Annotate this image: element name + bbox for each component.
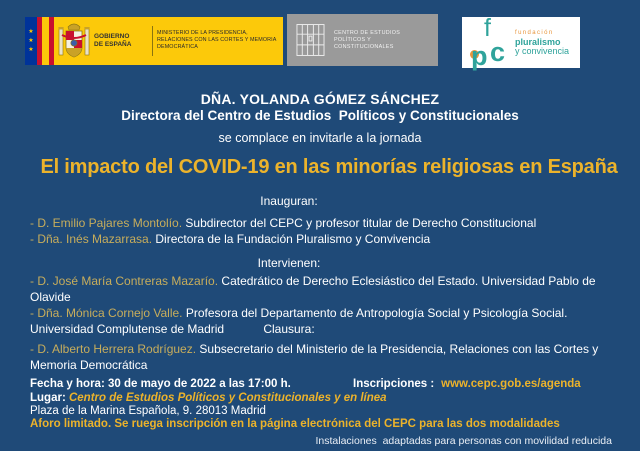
logo-divider [152, 26, 153, 56]
pfc-word-fundacion: fundación [515, 30, 554, 36]
host-name: DÑA. YOLANDA GÓMEZ SÁNCHEZ [200, 91, 440, 107]
pfc-letter-f: f [484, 13, 491, 42]
section-label-intervienen: Intervienen: [257, 256, 321, 270]
venue-row [30, 392, 387, 404]
section-label-clausura: Clausura: [263, 322, 315, 336]
section-label-inauguran: Inauguran: [260, 194, 318, 208]
invitation-phrase: se complace en invitarle a la jornada [218, 131, 422, 145]
star-icon: ★ [28, 47, 34, 53]
government-logo [25, 17, 283, 65]
pfc-monogram-icon [469, 13, 511, 71]
pfc-wordmark [515, 29, 569, 56]
speaker-line [30, 273, 615, 305]
government-line1: GOBIERNO [94, 33, 130, 40]
government-wordmark [94, 17, 150, 65]
star-icon: ★ [28, 29, 34, 35]
venue-value: Centro de Estudios Políticos y Constitucionales y en línea [65, 392, 387, 404]
event-title: El impacto del COVID-19 en las minorías religiosas en España [40, 156, 618, 178]
date-row [30, 378, 291, 390]
speaker-name: - D. Alberto Herrera Rodríguez. [30, 342, 197, 356]
speaker-name: - Dña. Mónica Cornejo Valle. [30, 306, 183, 320]
speaker-name: - D. Emilio Pajares Montolío. [30, 216, 183, 230]
registration-label: Inscripciones : [353, 378, 435, 390]
cepc-logo [287, 14, 438, 66]
accessibility-notice: Instalaciones adaptadas para personas con movilidad reducida [315, 435, 612, 447]
venue-address: Plaza de la Marina Española, 9. 28013 Madrid [30, 405, 266, 417]
date-label: Fecha y hora: [30, 378, 105, 390]
date-value: 30 de mayo de 2022 a las 17:00 h. [104, 378, 291, 390]
speaker-list-inauguran [30, 215, 615, 247]
star-icon: ★ [28, 38, 34, 44]
host-role: Directora del Centro de Estudios Políticos y Constitucionales [121, 108, 519, 123]
speaker-name: - Dña. Inés Mazarrasa. [30, 232, 153, 246]
cepc-line1: CENTRO DE ESTUDIOS [333, 29, 401, 36]
pfc-letter-c: c [490, 36, 506, 67]
eu-flag-strip [25, 17, 37, 65]
speaker-description: Directora de la Fundación Pluralismo y Convivencia [152, 232, 431, 246]
venue-label: Lugar: [30, 392, 66, 404]
speaker-list-clausura [30, 341, 615, 373]
government-line2: DE ESPAÑA [94, 41, 132, 48]
speaker-description: Subsecretario del Ministerio de la Presidencia, Relaciones con las Cortes y Memoria Democrática [30, 342, 599, 372]
cepc-line2: POLÍTICOS Y CONSTITUCIONALES [333, 36, 394, 50]
speaker-description: Subdirector del CEPC y profesor titular de Derecho Constitucional [182, 216, 537, 230]
registration-row [353, 378, 581, 390]
pfc-letter-p: p [471, 40, 488, 71]
pfc-word-convivencia: y convivencia [515, 46, 570, 56]
cepc-wordmark [334, 30, 429, 51]
pfc-logo [462, 13, 580, 71]
speaker-description: Profesora del Departamento de Antropología Social y Psicología Social. Universidad Complutense de Madrid [30, 306, 568, 336]
capacity-notice: Aforo limitado. Se ruega inscripción en la página electrónica del CEPC para las dos modalidades [30, 418, 560, 430]
pfc-word-pluralismo: pluralismo [515, 37, 561, 47]
speaker-description: Catedrático de Derecho Eclesiástico del Estado. Universidad Pablo de Olavide [30, 274, 596, 304]
registration-link[interactable]: www.cepc.gob.es/agenda [441, 378, 581, 390]
coat-of-arms-icon [54, 17, 94, 65]
speaker-line [30, 231, 615, 247]
spain-flag-stripes [37, 17, 54, 65]
speaker-line [30, 341, 615, 373]
speaker-name: - D. José María Contreras Mazarío. [30, 274, 219, 288]
ministry-name: MINISTERIO DE LA PRESIDENCIA, RELACIONES CON LAS CORTES Y MEMORIA DEMOCRÁTICA [157, 30, 277, 50]
flag-yellow-stripe [42, 17, 49, 65]
speaker-line [30, 215, 615, 231]
cepc-building-icon [296, 23, 325, 57]
